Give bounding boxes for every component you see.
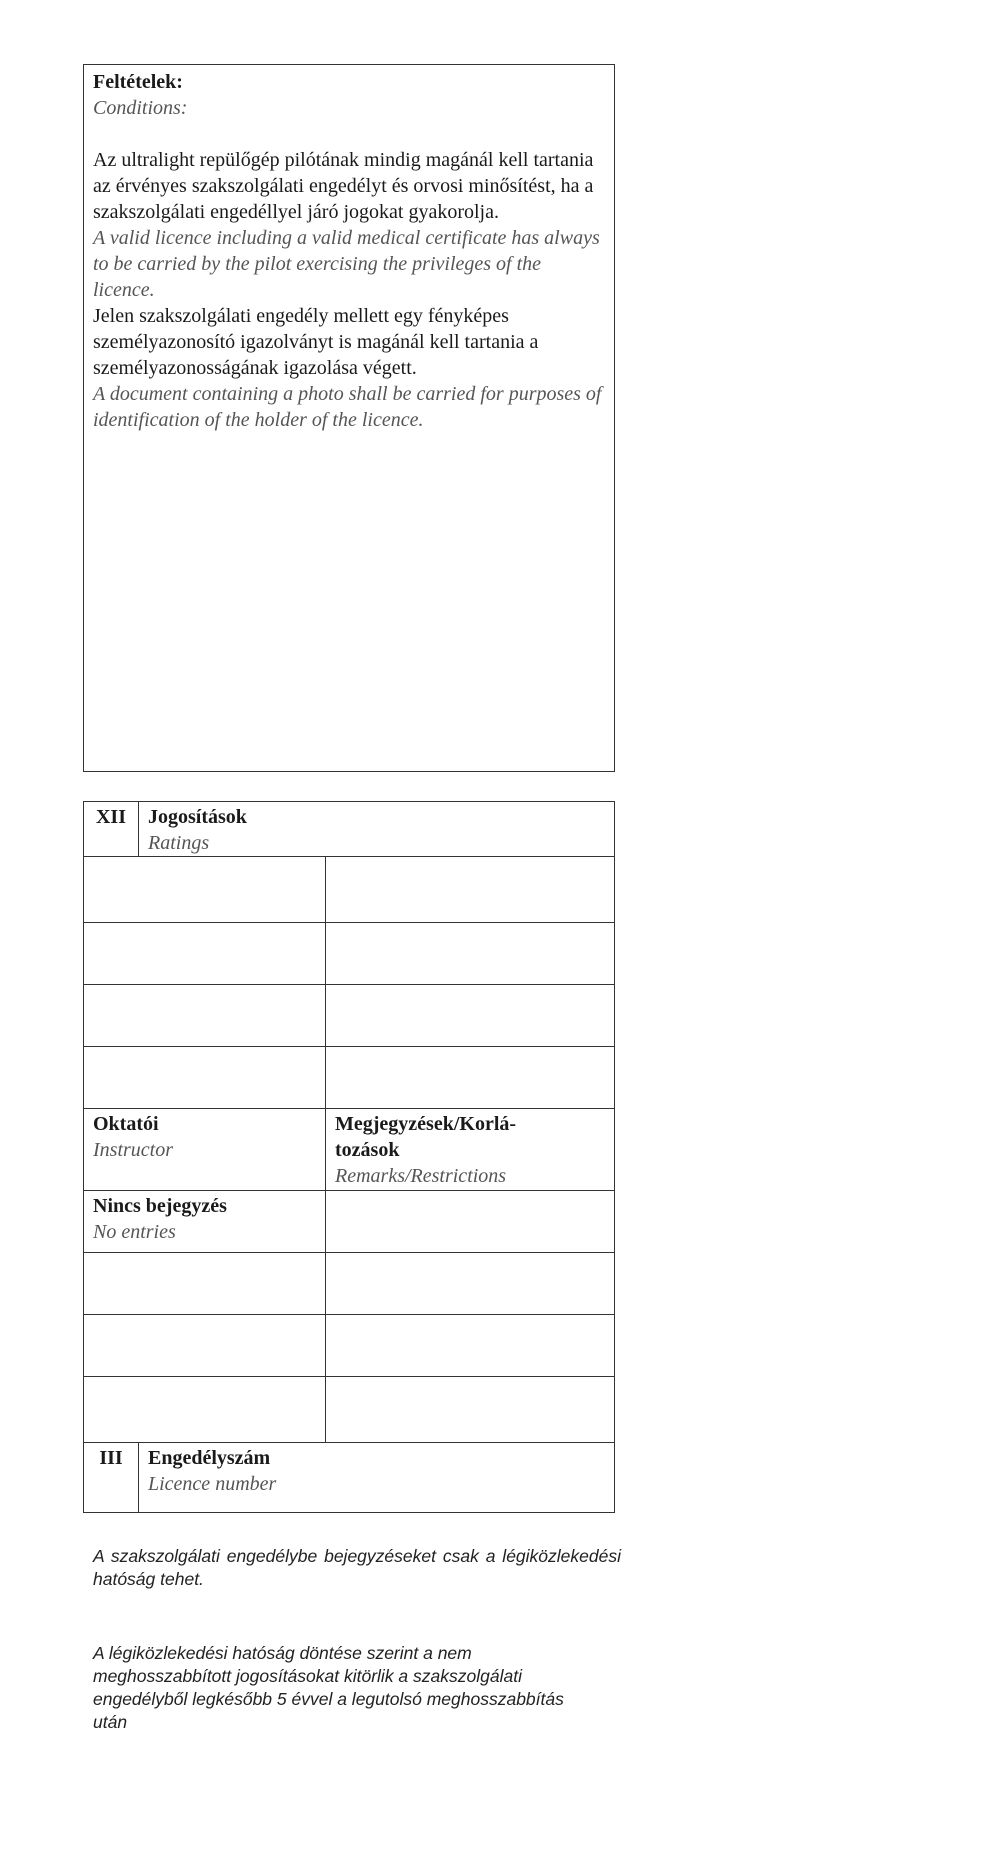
rating-cell xyxy=(326,923,614,984)
remarks-cell xyxy=(326,1253,614,1314)
conditions-para1-en: A valid licence including a valid medical certificate has always to be carried by the pilot exercising the privileges of the licence. xyxy=(93,227,600,301)
conditions-box xyxy=(83,64,615,772)
licence-number-title-hu: Engedélyszám xyxy=(148,1447,271,1469)
no-entries-en: No entries xyxy=(93,1221,176,1243)
instructor-heading-en: Instructor xyxy=(93,1139,173,1161)
conditions-heading-en: Conditions: xyxy=(93,97,188,119)
licence-number-row xyxy=(84,1442,614,1512)
conditions-para2-hu: Jelen szakszolgálati engedély mellett egy fényképes személyazonosító igazolványt is magánál kell tartania a személyazonosságának igazolása végett. xyxy=(93,305,539,379)
instructor-heading-hu: Oktatói xyxy=(93,1113,159,1135)
table-row xyxy=(84,1252,614,1314)
remarks-heading-hu: Megjegyzések/Korlá-tozások xyxy=(335,1113,517,1161)
instructor-cell xyxy=(84,1377,326,1442)
ratings-title-hu: Jogosítások xyxy=(148,806,247,828)
instructor-cell xyxy=(84,1315,326,1376)
ratings-title-en: Ratings xyxy=(148,832,210,854)
rating-cell xyxy=(326,1047,614,1108)
licence-number-label xyxy=(139,1443,614,1512)
table-row xyxy=(84,856,614,922)
rating-cell xyxy=(326,857,614,922)
remarks-heading xyxy=(326,1109,614,1190)
remarks-cell xyxy=(326,1315,614,1376)
conditions-para1-hu: Az ultralight repülőgép pilótának mindig magánál kell tartania az érvényes szakszolgálati engedélyt és orvosi minősítést, ha a szakszolgálati engedéllyel járó jogokat gyakorolja. xyxy=(93,149,594,223)
table-row xyxy=(84,1376,614,1442)
note-entries-authority: A szakszolgálati engedélybe bejegyzéseket csak a légiközlekedési hatóság tehet. xyxy=(93,1546,621,1589)
note-ratings-removal: A légiközlekedési hatóság döntése szerint a nem meghosszabbított jogosításokat kitörlik a szakszolgálati engedélyből legkésőbb 5 évvel a legutolsó meghosszabbítás után xyxy=(93,1643,564,1732)
no-entries-cell xyxy=(84,1191,326,1252)
instructor-header-row xyxy=(84,1108,614,1190)
remarks-cell xyxy=(326,1377,614,1442)
ratings-header-row xyxy=(84,802,614,856)
rating-cell xyxy=(84,985,326,1046)
table-row xyxy=(84,1190,614,1252)
licence-number-index: III xyxy=(84,1443,139,1512)
no-entries-hu: Nincs bejegyzés xyxy=(93,1195,227,1217)
table-row xyxy=(84,922,614,984)
table-row xyxy=(84,1046,614,1108)
rating-cell xyxy=(84,1047,326,1108)
remarks-heading-en: Remarks/Restrictions xyxy=(335,1165,507,1187)
instructor-heading xyxy=(84,1109,326,1190)
rating-cell xyxy=(84,923,326,984)
rating-cell xyxy=(84,857,326,922)
ratings-number: XII xyxy=(84,802,139,856)
conditions-heading-hu: Feltételek: xyxy=(93,71,183,93)
rating-cell xyxy=(326,985,614,1046)
table-row xyxy=(84,984,614,1046)
ratings-title xyxy=(139,802,614,856)
licence-number-title-en: Licence number xyxy=(148,1473,277,1495)
instructor-cell xyxy=(84,1253,326,1314)
ratings-table xyxy=(83,801,615,1513)
conditions-para2-en: A document containing a photo shall be carried for purposes of identification of the holder of the licence. xyxy=(93,383,602,431)
remarks-cell xyxy=(326,1191,614,1252)
table-row xyxy=(84,1314,614,1376)
